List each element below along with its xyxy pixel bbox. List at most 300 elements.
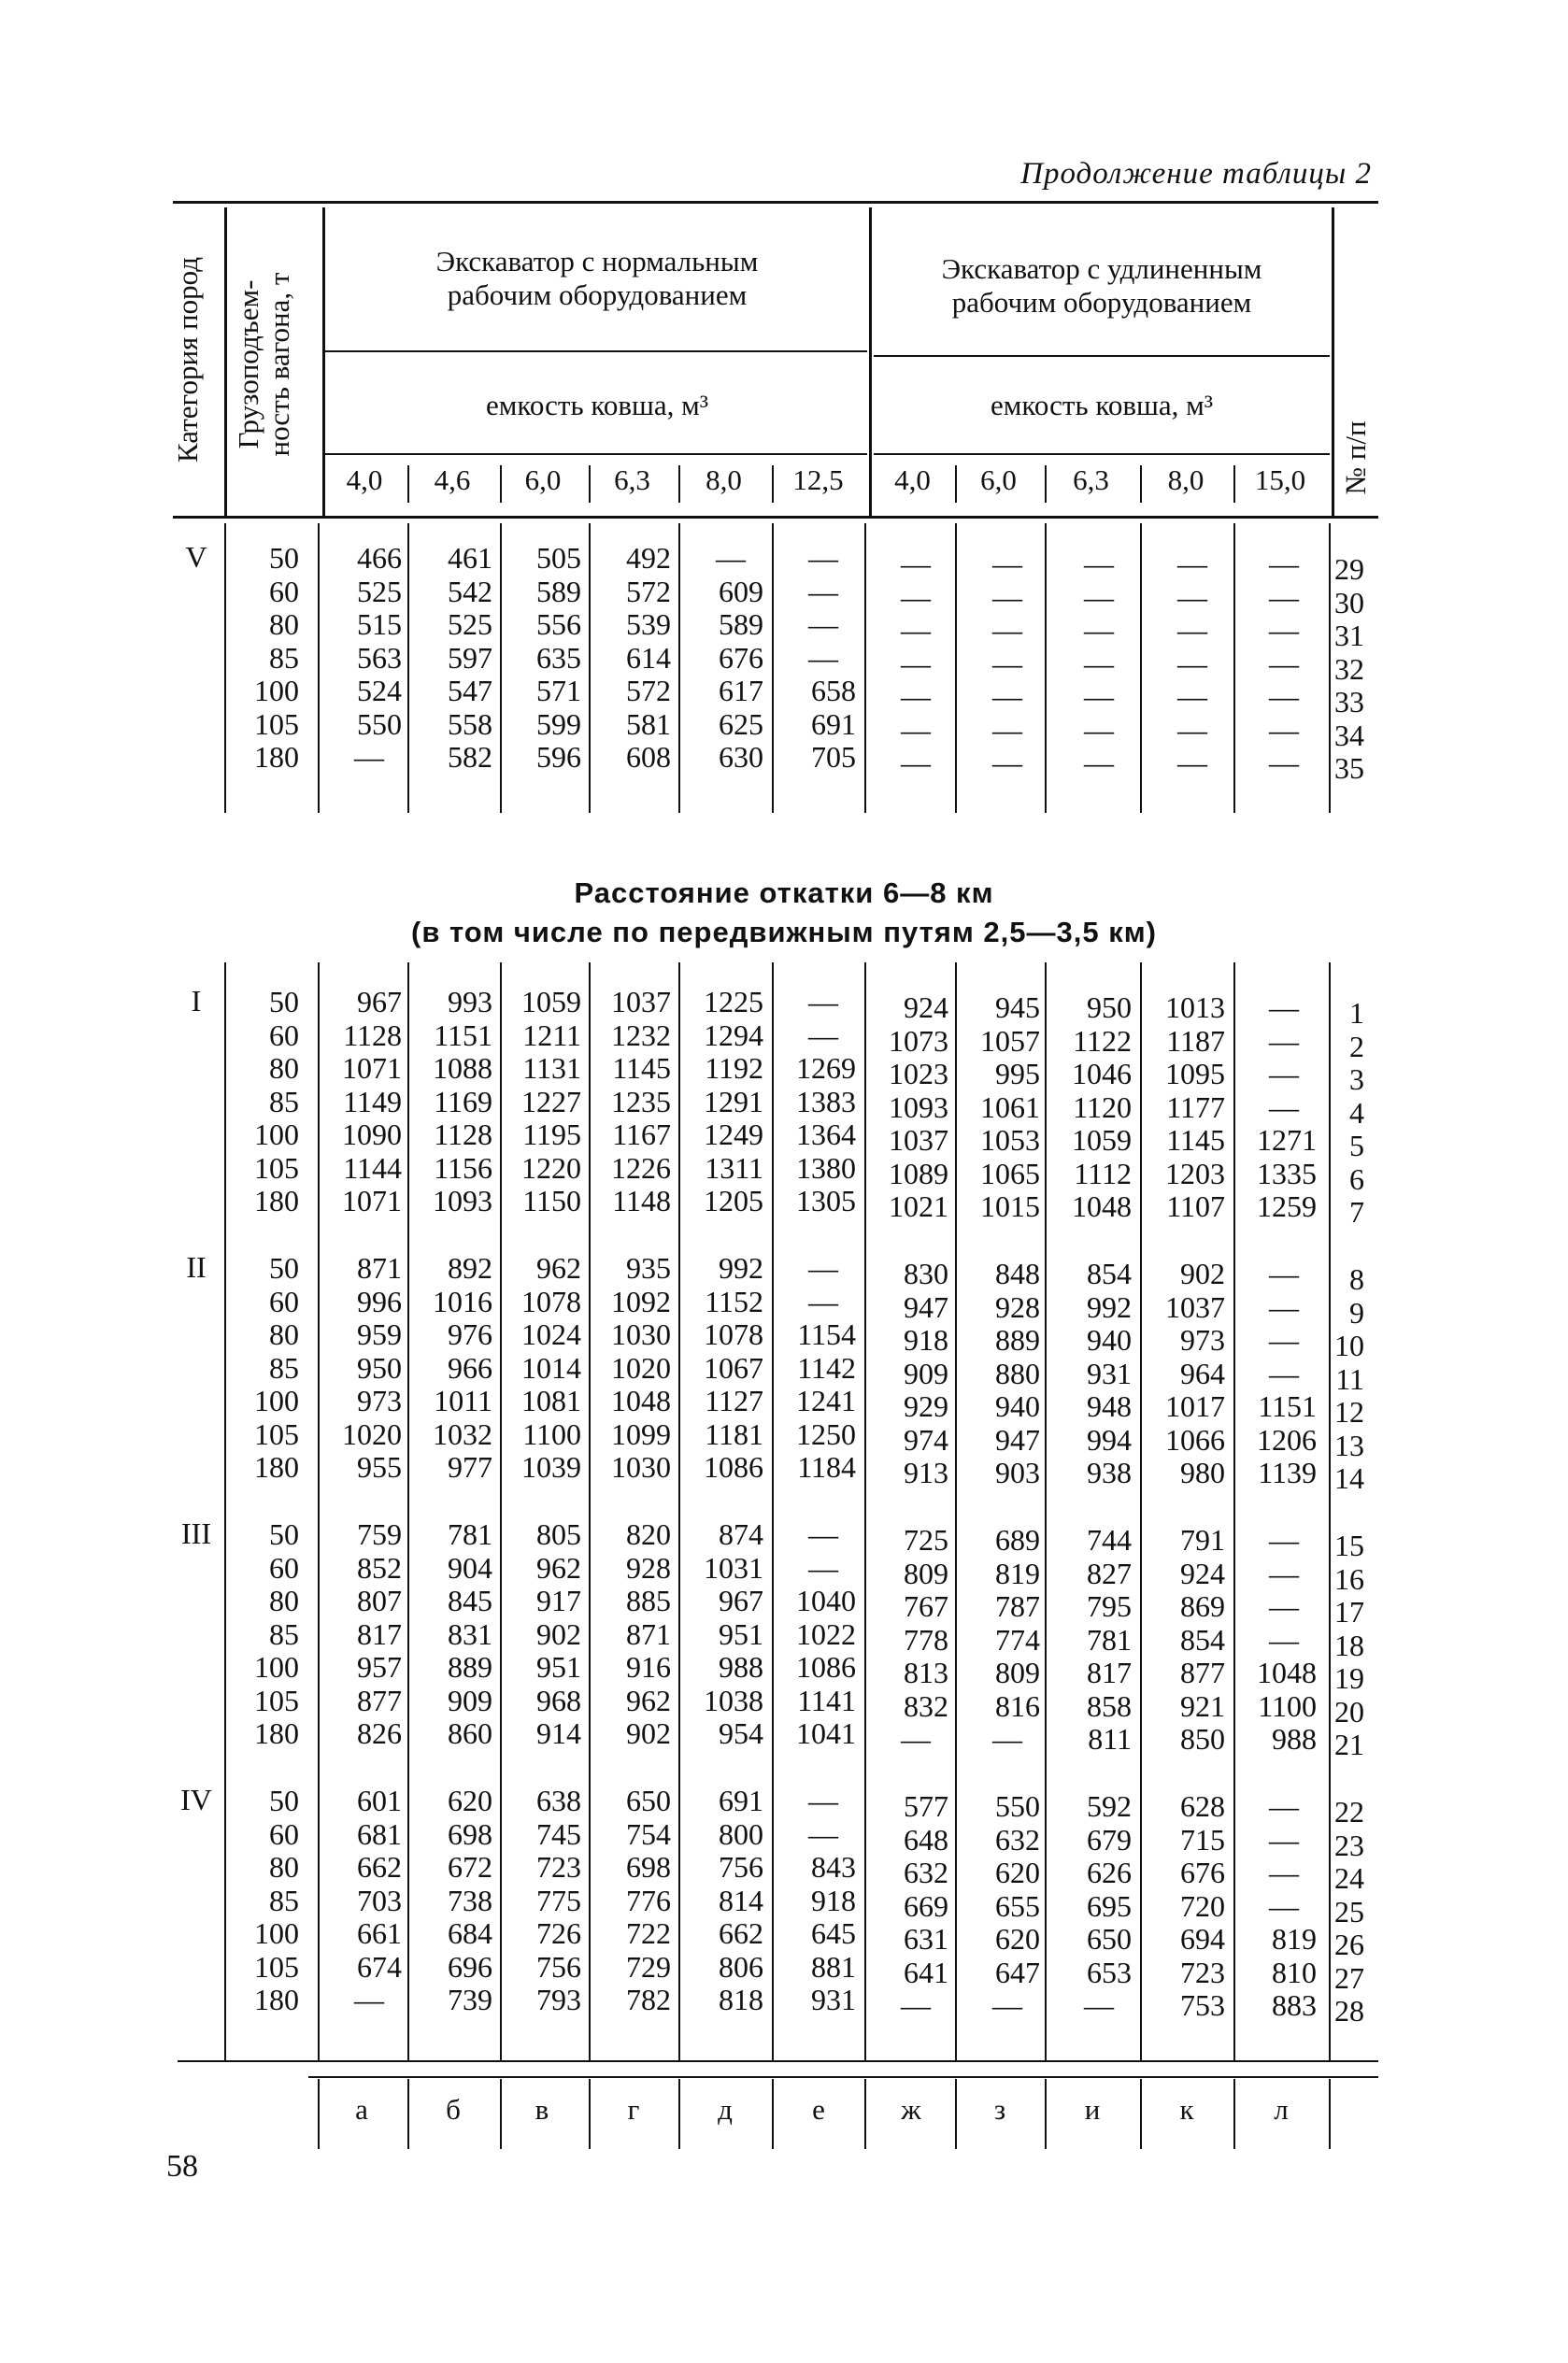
wagon-capacity-cell: 85	[269, 1616, 299, 1651]
value-cell: 647	[995, 1955, 1040, 1989]
value-column	[1048, 991, 1132, 1224]
value-cell: 966	[448, 1350, 492, 1385]
value-cell: 1065	[980, 1156, 1040, 1190]
value-cell: 1030	[611, 1317, 671, 1351]
column-letter: б	[446, 2093, 461, 2126]
value-cell: 776	[626, 1883, 671, 1917]
value-cell: 810	[1272, 1955, 1317, 1989]
value-cell: 705	[811, 740, 856, 774]
value-cell: —	[992, 679, 1022, 713]
value-cell: 1195	[522, 1117, 581, 1151]
value-cell: 916	[626, 1650, 671, 1684]
value-cell: —	[354, 740, 384, 774]
wagon-capacity-column	[215, 1785, 299, 2017]
letter-divider	[1045, 2079, 1047, 2149]
wagon-capacity-cell: 105	[254, 1949, 299, 1984]
value-cell: 995	[995, 1057, 1040, 1090]
value-cell: 609	[719, 574, 763, 608]
value-cell: 950	[1087, 990, 1132, 1024]
value-column	[864, 991, 948, 1224]
wagon-capacity-cell: 180	[254, 1450, 299, 1484]
value-cell: —	[1269, 547, 1299, 580]
value-cell: 819	[995, 1556, 1040, 1590]
value-column	[408, 986, 492, 1218]
value-cell: 722	[626, 1916, 671, 1950]
value-column	[956, 991, 1040, 1224]
value-column	[956, 1790, 1040, 2023]
value-column	[864, 1524, 948, 1757]
value-cell: 1192	[705, 1051, 763, 1085]
value-cell: 1127	[705, 1384, 763, 1417]
value-cell: —	[1269, 1888, 1299, 1923]
value-cell: 988	[719, 1650, 763, 1684]
letter-divider	[1233, 2079, 1235, 2149]
capacity-separator	[1045, 465, 1047, 503]
value-cell: 1067	[704, 1350, 763, 1385]
value-cell: 1078	[521, 1284, 581, 1318]
capacity-separator	[1233, 465, 1235, 503]
value-cell: 1259	[1257, 1189, 1317, 1223]
value-cell: 492	[626, 541, 671, 575]
value-cell: 976	[448, 1317, 492, 1351]
value-cell: 753	[1180, 1988, 1225, 2022]
value-cell: 524	[357, 674, 402, 707]
value-cell: 1206	[1257, 1422, 1317, 1457]
value-cell: 1305	[796, 1184, 856, 1217]
wagon-capacity-cell: 85	[269, 1350, 299, 1385]
row-number-column	[1299, 997, 1364, 1230]
value-cell: 774	[995, 1622, 1040, 1657]
value-cell: —	[1084, 547, 1114, 580]
value-cell: 909	[904, 1356, 948, 1390]
value-cell: 1148	[612, 1184, 671, 1217]
row-number-cell: 2	[1349, 1029, 1364, 1063]
value-cell: 1041	[796, 1716, 856, 1750]
wagon-capacity-cell: 100	[254, 1916, 299, 1950]
wagon-capacity-cell: 60	[269, 1550, 299, 1585]
value-cell: —	[1177, 712, 1207, 747]
value-cell: —	[1177, 579, 1207, 614]
value-cell: 964	[1180, 1356, 1225, 1390]
value-cell: 1150	[522, 1184, 581, 1217]
value-cell: 1235	[611, 1084, 671, 1118]
value-cell: 582	[448, 740, 492, 774]
value-cell: 695	[1087, 1888, 1132, 1923]
value-column	[864, 548, 948, 780]
value-column	[497, 986, 581, 1218]
value-cell: 938	[1087, 1456, 1132, 1489]
value-cell: 917	[536, 1584, 581, 1617]
row-number-cell: 7	[1349, 1195, 1364, 1229]
value-cell: 1021	[889, 1189, 948, 1223]
table-bottom-rule	[308, 2076, 1378, 2078]
value-cell: 1128	[343, 1018, 402, 1052]
value-cell: —	[992, 646, 1022, 680]
body-divider	[1045, 523, 1047, 813]
value-cell: 1022	[796, 1616, 856, 1651]
capacity-separator	[955, 465, 957, 503]
wagon-capacity-cell: 180	[254, 1983, 299, 2016]
value-cell: 950	[357, 1350, 402, 1385]
value-cell: 951	[536, 1650, 581, 1684]
value-cell: 871	[626, 1616, 671, 1651]
letter-divider	[772, 2079, 774, 2149]
value-cell: 1090	[342, 1117, 402, 1151]
row-number-column	[1299, 1263, 1364, 1496]
value-cell: 720	[1180, 1888, 1225, 1923]
value-cell: 466	[357, 541, 402, 575]
value-cell: 1093	[433, 1184, 492, 1217]
value-cell: 547	[448, 674, 492, 707]
value-cell: 694	[1180, 1922, 1225, 1956]
row-number-cell: 10	[1334, 1329, 1364, 1362]
value-cell: 854	[1087, 1257, 1132, 1290]
wagon-capacity-cell: 105	[254, 706, 299, 741]
value-cell: 1059	[1072, 1123, 1132, 1157]
header-divider	[869, 207, 872, 516]
value-cell: 756	[536, 1949, 581, 1984]
row-number-cell: 4	[1349, 1095, 1364, 1130]
value-cell: 461	[448, 541, 492, 575]
row-number-cell: 15	[1334, 1529, 1364, 1562]
value-cell: 929	[904, 1389, 948, 1423]
value-cell: —	[1084, 1988, 1114, 2022]
bucket-capacity-long: 8,0	[1167, 463, 1205, 496]
value-cell: 1131	[522, 1051, 581, 1085]
wagon-capacity-column	[215, 542, 299, 775]
value-column	[408, 1518, 492, 1751]
value-cell: —	[1269, 646, 1299, 680]
value-cell: 738	[448, 1883, 492, 1917]
value-cell: 809	[904, 1556, 948, 1590]
row-number-cell: 20	[1334, 1694, 1364, 1729]
value-cell: —	[1269, 990, 1299, 1024]
value-cell: 1149	[343, 1084, 402, 1118]
value-cell: 778	[904, 1622, 948, 1657]
value-cell: 957	[357, 1650, 402, 1684]
value-cell: 1294	[704, 1018, 763, 1052]
value-cell: —	[1084, 579, 1114, 614]
value-cell: 903	[995, 1456, 1040, 1489]
value-cell: —	[808, 1018, 838, 1052]
value-cell: 669	[904, 1888, 948, 1923]
value-cell: 1013	[1165, 990, 1225, 1024]
row-number-cell: 14	[1334, 1461, 1364, 1495]
value-cell: 913	[904, 1456, 948, 1489]
value-cell: 977	[448, 1450, 492, 1484]
value-cell: 1071	[342, 1051, 402, 1085]
value-cell: 1081	[521, 1384, 581, 1417]
value-column	[587, 1252, 671, 1485]
wagon-capacity-cell: 80	[269, 1584, 299, 1617]
value-column	[956, 548, 1040, 780]
value-cell: 909	[448, 1683, 492, 1717]
value-cell: 653	[1087, 1955, 1132, 1989]
capacity-separator	[407, 465, 409, 503]
header-subrule	[325, 350, 867, 352]
value-cell: 992	[1087, 1289, 1132, 1324]
value-cell: 756	[719, 1850, 763, 1884]
value-cell: 1145	[1166, 1123, 1225, 1157]
row-number-cell: 31	[1334, 619, 1364, 652]
value-cell: 1039	[521, 1450, 581, 1484]
value-cell: 1211	[522, 1018, 581, 1052]
header-divider	[322, 207, 325, 516]
wagon-capacity-cell: 105	[254, 1683, 299, 1717]
value-cell: 676	[1180, 1856, 1225, 1889]
value-cell: 928	[626, 1550, 671, 1585]
value-cell: —	[1269, 579, 1299, 614]
value-cell: 902	[536, 1616, 581, 1651]
value-cell: 620	[995, 1922, 1040, 1956]
value-column	[1141, 991, 1225, 1224]
value-cell: —	[992, 613, 1022, 647]
wagon-capacity-cell: 180	[254, 740, 299, 774]
value-cell: 800	[719, 1816, 763, 1851]
value-cell: 791	[1180, 1523, 1225, 1557]
value-cell: —	[1269, 679, 1299, 713]
capacity-separator	[589, 465, 591, 503]
value-cell: 962	[626, 1683, 671, 1717]
value-cell: —	[1269, 712, 1299, 747]
value-cell: 1048	[1072, 1189, 1132, 1223]
value-cell: 869	[1180, 1589, 1225, 1623]
column-letter: е	[812, 2093, 825, 2126]
value-cell: 679	[1087, 1822, 1132, 1857]
value-cell: 696	[448, 1949, 492, 1984]
value-cell: —	[1269, 613, 1299, 647]
value-cell: 525	[448, 607, 492, 641]
bucket-capacity-normal: 6,0	[524, 463, 562, 496]
value-cell: 1037	[611, 985, 671, 1018]
wagon-capacity-cell: 100	[254, 1117, 299, 1151]
row-number-cell: 26	[1334, 1928, 1364, 1961]
value-column	[1141, 1524, 1225, 1757]
value-cell: 827	[1087, 1556, 1132, 1590]
row-number-column	[1299, 1796, 1364, 2028]
value-cell: 1020	[342, 1416, 402, 1451]
value-cell: 645	[811, 1916, 856, 1950]
value-cell: 691	[719, 1784, 763, 1817]
value-cell: 1144	[343, 1150, 402, 1185]
value-cell: 650	[626, 1784, 671, 1817]
wagon-capacity-cell: 180	[254, 1716, 299, 1750]
value-column	[1141, 1258, 1225, 1490]
value-cell: —	[1177, 613, 1207, 647]
value-cell: 1226	[611, 1150, 671, 1185]
value-column	[1048, 1790, 1132, 2023]
value-cell: 676	[719, 640, 763, 675]
value-cell: 1225	[704, 985, 763, 1018]
value-cell: 1241	[796, 1384, 856, 1417]
value-cell: 689	[995, 1523, 1040, 1557]
value-cell: 814	[719, 1883, 763, 1917]
wagon-capacity-cell: 80	[269, 1051, 299, 1085]
value-cell: 1220	[521, 1150, 581, 1185]
letter-divider	[955, 2079, 957, 2149]
wagon-capacity-cell: 100	[254, 1650, 299, 1684]
value-cell: 650	[1087, 1922, 1132, 1956]
value-cell: 775	[536, 1883, 581, 1917]
value-cell: 630	[719, 740, 763, 774]
value-cell: 845	[448, 1584, 492, 1617]
value-cell: —	[1084, 712, 1114, 747]
value-cell: 1184	[797, 1450, 856, 1484]
value-cell: 620	[995, 1856, 1040, 1889]
value-cell: 525	[357, 574, 402, 608]
value-column	[318, 986, 402, 1218]
value-cell: 1016	[433, 1284, 492, 1318]
value-cell: —	[1269, 1356, 1299, 1390]
letter-divider	[407, 2079, 409, 2149]
value-cell: 641	[904, 1955, 948, 1989]
value-cell: 962	[536, 1550, 581, 1585]
wagon-capacity-cell: 105	[254, 1416, 299, 1451]
table-top-rule	[173, 201, 1378, 204]
row-number-cell: 6	[1349, 1161, 1364, 1196]
value-cell: 577	[904, 1789, 948, 1823]
value-cell: 1107	[1166, 1189, 1225, 1223]
row-number-cell: 16	[1334, 1561, 1364, 1596]
value-cell: —	[808, 1816, 838, 1851]
value-cell: 843	[811, 1850, 856, 1884]
value-cell: 1249	[704, 1117, 763, 1151]
wagon-capacity-cell: 60	[269, 1018, 299, 1052]
row-number-cell: 13	[1334, 1428, 1364, 1462]
value-column	[772, 1518, 856, 1751]
value-cell: 850	[1180, 1722, 1225, 1756]
value-cell: —	[1084, 646, 1114, 680]
value-cell: 819	[1272, 1922, 1317, 1956]
value-cell: —	[992, 1722, 1022, 1756]
value-cell: 852	[357, 1550, 402, 1585]
wagon-capacity-cell: 50	[269, 1517, 299, 1551]
table-continuation-caption: Продолжение таблицы 2	[1020, 157, 1372, 191]
value-cell: 599	[536, 706, 581, 741]
value-cell: 1145	[612, 1051, 671, 1085]
row-number-column	[1299, 553, 1364, 786]
row-number-cell: 34	[1334, 718, 1364, 752]
value-cell: 931	[1087, 1356, 1132, 1390]
value-cell: 572	[626, 574, 671, 608]
row-number-cell: 27	[1334, 1960, 1364, 1995]
value-cell: 725	[904, 1523, 948, 1557]
value-cell: 1227	[521, 1084, 581, 1118]
value-cell: —	[716, 541, 746, 575]
value-cell: 1020	[611, 1350, 671, 1385]
value-cell: 854	[1180, 1622, 1225, 1657]
value-cell: 589	[719, 607, 763, 641]
value-column	[408, 1252, 492, 1485]
value-cell: 818	[719, 1983, 763, 2016]
value-column	[956, 1258, 1040, 1490]
value-cell: 1167	[612, 1117, 671, 1151]
value-cell: —	[1269, 1856, 1299, 1889]
value-cell: 726	[536, 1916, 581, 1950]
value-cell: 1177	[1166, 1089, 1225, 1124]
value-cell: 596	[536, 740, 581, 774]
wagon-capacity-cell: 105	[254, 1150, 299, 1185]
value-cell: 904	[448, 1550, 492, 1585]
value-cell: —	[1177, 646, 1207, 680]
value-cell: 996	[357, 1284, 402, 1318]
value-cell: 914	[536, 1716, 581, 1750]
value-cell: 608	[626, 740, 671, 774]
value-cell: 924	[1180, 1556, 1225, 1590]
value-cell: 954	[719, 1716, 763, 1750]
column-letter: ж	[901, 2093, 921, 2126]
value-cell: 1205	[704, 1184, 763, 1217]
rock-category: III	[181, 1516, 211, 1550]
column-letter: к	[1179, 2093, 1194, 2126]
value-cell: —	[1269, 1589, 1299, 1623]
value-cell: 1038	[704, 1683, 763, 1717]
value-cell: 759	[357, 1517, 402, 1551]
value-cell: 1169	[434, 1084, 492, 1118]
wagon-capacity-cell: 50	[269, 1251, 299, 1285]
value-cell: —	[901, 1988, 931, 2022]
row-number-cell: 19	[1334, 1661, 1364, 1695]
value-cell: 614	[626, 640, 671, 675]
capacity-separator	[678, 465, 680, 503]
row-number-cell: 1	[1349, 996, 1364, 1030]
column-letter: в	[535, 2093, 549, 2126]
value-cell: 655	[995, 1888, 1040, 1923]
value-cell: 1040	[796, 1584, 856, 1617]
value-cell: 745	[536, 1816, 581, 1851]
wagon-capacity-cell: 80	[269, 1317, 299, 1351]
value-cell: 1271	[1257, 1123, 1317, 1157]
value-cell: 631	[904, 1922, 948, 1956]
value-cell: 951	[719, 1616, 763, 1651]
header-subrule	[874, 453, 1330, 455]
wagon-capacity-cell: 60	[269, 1284, 299, 1318]
value-cell: 672	[448, 1850, 492, 1884]
value-cell: 889	[448, 1650, 492, 1684]
value-column	[587, 1785, 671, 2017]
value-cell: 662	[719, 1916, 763, 1950]
value-cell: —	[1269, 1057, 1299, 1090]
value-cell: 992	[719, 1251, 763, 1285]
value-cell: 871	[357, 1251, 402, 1285]
value-cell: 877	[1180, 1656, 1225, 1689]
value-cell: 698	[626, 1850, 671, 1884]
value-cell: —	[992, 547, 1022, 580]
value-cell: —	[808, 1251, 838, 1285]
bucket-capacity-normal: 12,5	[792, 463, 844, 496]
row-number-cell: 30	[1334, 585, 1364, 619]
header-divider	[224, 207, 227, 516]
header-subrule	[325, 453, 867, 455]
value-cell: 1061	[980, 1089, 1040, 1124]
value-cell: 1291	[704, 1084, 763, 1118]
value-cell: 1151	[1258, 1389, 1317, 1423]
value-cell: 581	[626, 706, 671, 741]
value-cell: 739	[448, 1983, 492, 2016]
value-cell: —	[901, 712, 931, 747]
column-letter: г	[627, 2093, 640, 2126]
value-cell: 994	[1087, 1422, 1132, 1457]
value-column	[587, 986, 671, 1218]
value-cell: 539	[626, 607, 671, 641]
value-cell: 556	[536, 607, 581, 641]
value-cell: 1141	[797, 1683, 856, 1717]
value-cell: 889	[995, 1323, 1040, 1357]
value-cell: —	[808, 1284, 838, 1318]
value-cell: 1095	[1165, 1057, 1225, 1090]
value-column	[1048, 1258, 1132, 1490]
value-cell: 1142	[797, 1350, 856, 1385]
